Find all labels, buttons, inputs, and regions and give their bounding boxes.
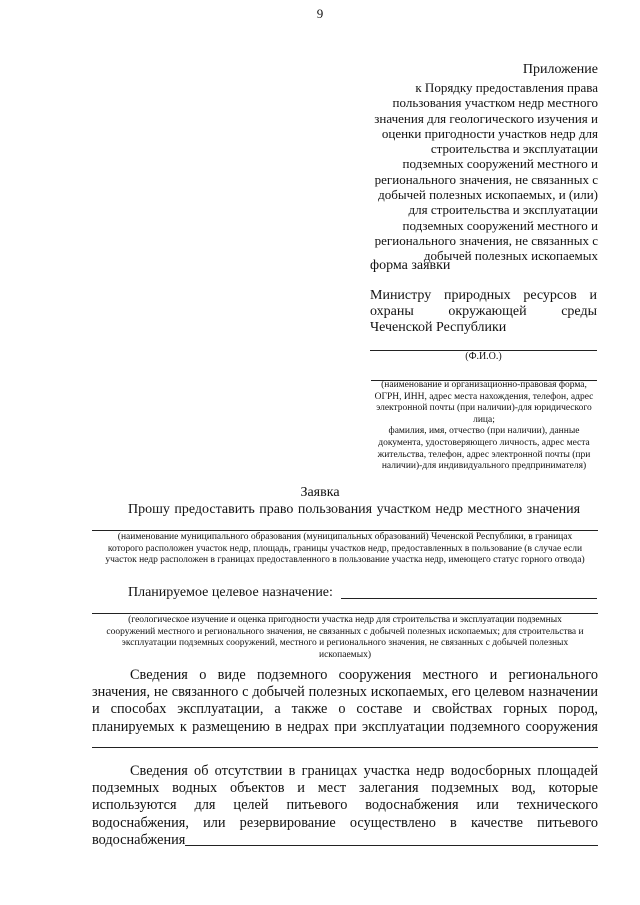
caption-line: которого расположен участок недр, площадь, границы участков недр, предоставленных в пользование (в случае если: [107, 543, 583, 554]
water-info-input-line[interactable]: [185, 845, 598, 846]
paragraph-line: Сведения о виде подземного сооружения местного и регионального: [130, 667, 598, 683]
purpose-input-line[interactable]: [341, 598, 597, 599]
paragraph-line: Сведения об отсутствии в границах участка недр водосборных площадей: [130, 763, 598, 779]
caption-line: (геологическое изучение и оценка пригодности участка недр для строительства и эксплуатации подземных: [128, 615, 562, 625]
appendix-line: оценки пригодности участков недр для: [381, 125, 598, 141]
form-label: форма заявки: [370, 258, 451, 273]
caption-line: (наименование и организационно-правовая форма,: [381, 380, 587, 390]
application-heading: Заявка: [300, 485, 340, 500]
municipal-input-line[interactable]: [92, 530, 598, 531]
request-text: Прошу предоставить право пользования участком недр местного значения: [128, 502, 581, 517]
caption-line: электронной почты (при наличии)-для юридического: [376, 403, 592, 414]
addressee-line: охраны окружающей среды: [370, 304, 597, 319]
paragraph-line: значения, не связанного с добычей полезных ископаемых, его целевом назначении: [92, 684, 598, 701]
caption-line: ОГРН, ИНН, адрес места нахождения, телефон, адрес: [374, 391, 594, 402]
appendix-title: Приложение: [522, 62, 598, 77]
appendix-line: регионального значения, не связанных с: [374, 232, 598, 248]
caption-line: документа, удостоверяющего личность, адрес места: [378, 437, 590, 448]
paragraph-line: водоснабжения: [92, 831, 186, 848]
paragraph-line: водоснабжения, или резервирование осуществлено в качестве питьевого: [92, 814, 598, 831]
caption-line: фамилия, имя, отчество (при наличии), данные: [388, 426, 580, 437]
paragraph-line: используются для целей питьевого водоснабжения или технического: [92, 797, 598, 814]
fio-caption: (Ф.И.О.): [465, 351, 502, 362]
purpose-label: Планируемое целевое назначение:: [128, 585, 333, 600]
page-number: 9: [316, 6, 324, 21]
appendix-line: добычей полезных ископаемых: [423, 248, 598, 264]
appendix-line: подземных сооружений местного и: [402, 156, 598, 172]
structure-info-input-line[interactable]: [92, 747, 598, 748]
water-info-paragraph: [92, 763, 598, 849]
caption-line: лица;: [473, 414, 495, 425]
purpose-caption: [92, 615, 598, 661]
caption-line: жительства, телефон, адрес электронной почты (при: [377, 449, 591, 460]
caption-line: сооружений местного и регионального значения, не связанных с добычей полезных ископаемых; для строительства и: [106, 626, 584, 637]
appendix-line: значения для геологического изучения и: [374, 110, 598, 126]
paragraph-line: подземных водных объектов и мест залегания подземных вод, которые: [92, 780, 598, 797]
paragraph-line: планируемых к размещению в недрах при эксплуатации подземного сооружения: [92, 718, 598, 735]
appendix-reference: [362, 80, 598, 264]
appendix-line: для строительства и эксплуатации: [408, 202, 598, 218]
appendix-line: подземных сооружений местного и: [402, 217, 598, 233]
appendix-line: к Порядку предоставления права: [415, 80, 598, 95]
addressee-line: Чеченской Республики: [370, 320, 507, 335]
purpose-input-line-2[interactable]: [92, 613, 598, 614]
paragraph-line: и способах эксплуатации, а также о составе и свойствах горных пород,: [92, 701, 598, 718]
appendix-line: регионального значения, не связанных с: [374, 171, 598, 187]
caption-line: ископаемых): [318, 649, 371, 660]
municipal-caption: [92, 532, 598, 567]
caption-line: (наименование муниципального образования (муниципальных образований) Чеченской Республики, в границах: [117, 532, 573, 542]
structure-info-paragraph: [92, 667, 598, 736]
appendix-line: строительства и эксплуатации: [430, 141, 598, 157]
appendix-line: пользования участком недр местного: [392, 95, 598, 111]
caption-line: участок недр расположен в границах предоставленного в пользование участка недр, имеющего статус горного отвода): [105, 555, 585, 566]
caption-line: эксплуатации подземных сооружений, местного и регионального значения, не связанных с добычей полезных: [121, 638, 569, 649]
applicant-caption: [371, 380, 597, 473]
caption-line: наличии)-для индивидуального предпринимателя): [381, 461, 587, 472]
addressee-block: [370, 288, 597, 336]
appendix-line: добычей полезных ископаемых, и (или): [378, 187, 598, 203]
addressee-line: Министру природных ресурсов и: [370, 288, 597, 303]
